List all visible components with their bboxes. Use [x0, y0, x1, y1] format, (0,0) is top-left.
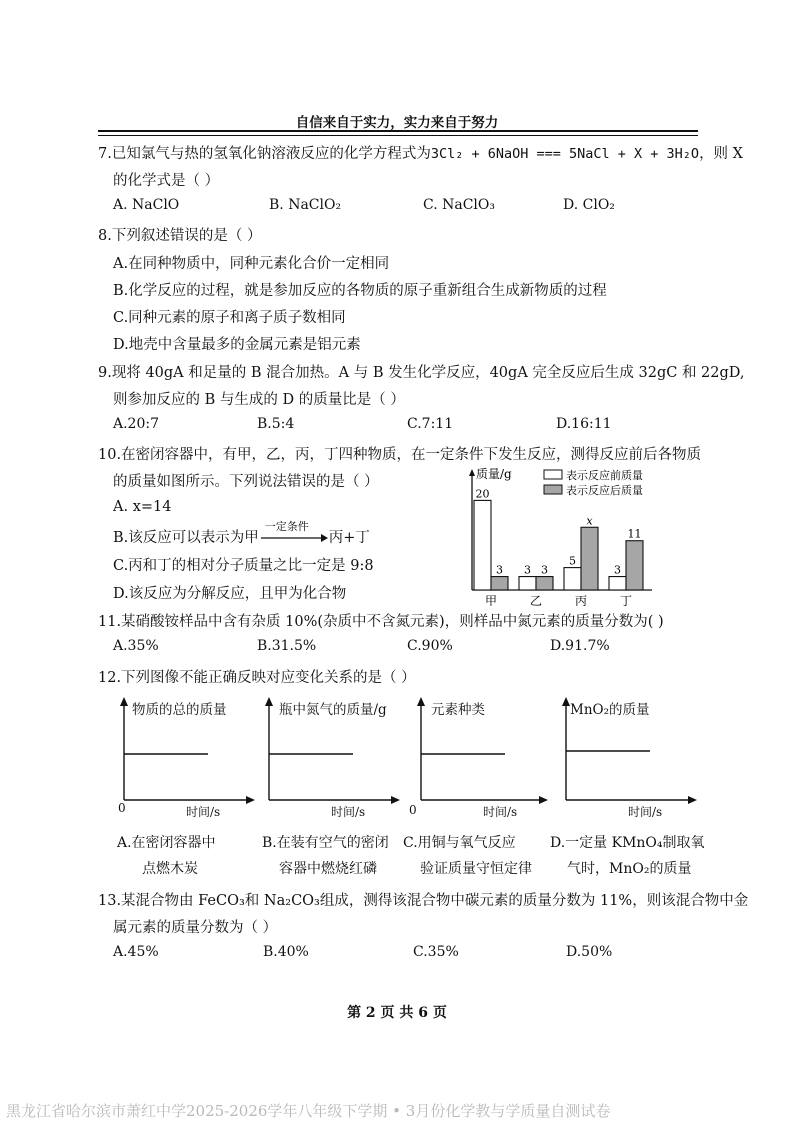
chart-bar-甲-before: [474, 500, 491, 590]
q7-equation: 3Cl₂ + 6NaOH === 5NaCl + X + 3H₂O: [430, 146, 700, 162]
q10-line1: 10.在密闭容器中，有甲，乙，丙，丁四种物质，在一定条件下发生反应，测得反应前后各物质: [98, 447, 702, 463]
reaction-condition: 一定条件: [264, 520, 309, 533]
q10-option-b: [113, 520, 370, 547]
q12-graph-d-ylabel: MnO₂的质量: [570, 702, 650, 718]
q8-option-b: B.化学反应的过程，就是参加反应的各物质的原子重新组合生成新物质的过程: [113, 283, 607, 299]
q12-caption-a2: 点燃木炭: [142, 861, 198, 877]
q12-caption-d1: D.一定量 KMnO₄制取氧: [550, 835, 705, 851]
q10-bar-chart: [462, 466, 702, 606]
q12-caption-d2: 气时，MnO₂的质量: [567, 861, 692, 877]
header-motto: 自信来自于实力，实力来自于努力: [295, 115, 499, 131]
chart-bar-乙-before: [519, 577, 536, 590]
q12-graph-b: [255, 696, 415, 821]
chart-data-label-丁-before: 3: [614, 563, 621, 577]
reaction-arrow: [259, 520, 329, 545]
chart-category-丁: 丁: [619, 594, 633, 606]
q12-graph-b-xlabel: 时间/s: [331, 805, 366, 819]
q12-graph-c-origin: 0: [409, 803, 417, 817]
q12-graph-a-origin: 0: [118, 801, 126, 815]
chart-legend-swatch-1: [544, 485, 562, 494]
q8-stem: 8.下列叙述错误的是（ ）: [98, 228, 262, 244]
chart-bar-丙-after: [581, 527, 598, 590]
q9-line1: 9.现将 40gA 和足量的 B 混合加热。A 与 B 发生化学反应，40gA 完全反应后生成 32gC 和 22gD,: [98, 365, 745, 381]
chart-category-乙: 乙: [529, 594, 543, 606]
q12-caption-b2: 容器中燃烧红磷: [279, 861, 377, 877]
chart-category-甲: 甲: [484, 594, 498, 606]
arrow-icon: [259, 531, 329, 545]
q9-option-b: B.5:4: [257, 416, 295, 432]
q13-option-d: D.50%: [566, 944, 613, 960]
q7-stem-a: 7.已知氯气与热的氢氧化钠溶液反应的化学方程式为: [98, 146, 431, 162]
q8-option-d: D.地壳中含量最多的金属元素是铝元素: [113, 337, 361, 353]
chart-data-label-乙-before: 3: [524, 563, 531, 577]
q12-stem: 12.下列图像不能正确反映对应变化关系的是（ ）: [98, 670, 416, 686]
watermark-text: 黑龙江省哈尔滨市萧红中学2025-2026学年八年级下学期 • 3月份化学教与学质量自测试卷: [6, 1102, 611, 1120]
q7-line1: [98, 142, 743, 163]
q12-graph-c: [407, 696, 557, 821]
chart-data-label-丙-before: 5: [569, 554, 576, 568]
q7-stem-b: ，则 X: [699, 146, 743, 162]
header-rule-thin: [98, 135, 698, 136]
q10-option-b-text-b: 丙+丁: [328, 530, 370, 546]
q11-option-c: C.90%: [407, 638, 453, 654]
q11-option-b: B.31.5%: [257, 638, 317, 654]
q12-graph-a-xlabel: 时间/s: [186, 805, 221, 819]
chart-data-label-乙-after: 3: [541, 563, 548, 577]
q12-caption-c2: 验证质量守恒定律: [420, 861, 532, 877]
q12-graph-d-xlabel: 时间/s: [628, 805, 663, 819]
q10-option-d: D.该反应为分解反应，且甲为化合物: [113, 586, 347, 602]
q12-caption-b1: B.在装有空气的密闭: [262, 835, 389, 851]
q13-option-a: A.45%: [113, 944, 159, 960]
header-rule-thick: [98, 130, 698, 132]
q12-graph-b-ylabel: 瓶中氮气的质量/g: [279, 702, 387, 718]
q9-option-d: D.16:11: [556, 416, 612, 432]
q12-graph-c-xlabel: 时间/s: [483, 805, 518, 819]
q13-option-c: C.35%: [413, 944, 459, 960]
q13-line2: 属元素的质量分数为（ ）: [113, 920, 278, 936]
q12-graph-c-ylabel: 元素种类: [431, 702, 485, 718]
q9-line2: 则参加反应的 B 与生成的 D 的质量比是（ ）: [113, 392, 405, 408]
q13-option-b: B.40%: [263, 944, 309, 960]
q8-option-c: C.同种元素的原子和离子质子数相同: [113, 310, 346, 326]
q7-option-b: B. NaClO₂: [269, 197, 342, 213]
chart-ylabel: 质量/g: [476, 467, 512, 481]
q10-option-c: C.丙和丁的相对分子质量之比一定是 9:8: [113, 558, 374, 574]
q9-option-c: C.7:11: [407, 416, 454, 432]
q12-caption-a1: A.在密闭容器中: [117, 835, 216, 851]
chart-legend-label-0: 表示反应前质量: [566, 469, 643, 482]
chart-data-label-丁-after: 11: [627, 527, 642, 541]
q11-stem: 11.某硝酸铵样品中含有杂质 10%(杂质中不含氮元素)，则样品中氮元素的质量分数为( ): [98, 614, 664, 630]
chart-data-label-甲-after: 3: [496, 563, 503, 577]
q10-option-b-text-a: B.该反应可以表示为甲: [113, 530, 259, 546]
q10-option-a: A. x=14: [113, 499, 172, 515]
chart-legend-swatch-0: [544, 470, 562, 479]
chart-bar-丁-before: [609, 577, 626, 590]
q11-option-a: A.35%: [113, 638, 159, 654]
q7-option-a: A. NaClO: [113, 197, 180, 213]
chart-y-axis-arrow: [469, 469, 475, 476]
chart-data-label-丙-after: x: [586, 514, 593, 528]
q12-graph-a: [108, 696, 258, 821]
q13-line1: 13.某混合物由 FeCO₃和 Na₂CO₃组成，测得该混合物中碳元素的质量分数为 11%，则该混合物中金: [98, 893, 749, 909]
chart-bar-乙-after: [536, 577, 553, 590]
q10-line2: 的质量如图所示。下列说法错误的是（ ）: [113, 474, 379, 490]
q11-option-d: D.91.7%: [550, 638, 610, 654]
chart-category-丙: 丙: [574, 594, 588, 606]
chart-bar-甲-after: [491, 577, 508, 590]
q7-option-d: D. ClO₂: [563, 197, 615, 213]
q12-graph-a-ylabel: 物质的总的质量: [132, 702, 227, 718]
page-number: 第 2 页 共 6 页: [347, 1005, 447, 1021]
q7-line2: 的化学式是（ ）: [113, 173, 220, 189]
q8-option-a: A.在同种物质中，同种元素化合价一定相同: [113, 256, 390, 272]
chart-bar-丙-before: [564, 568, 581, 590]
q12-graph-d: [552, 696, 712, 821]
q9-option-a: A.20:7: [113, 416, 159, 432]
chart-legend-label-1: 表示反应后质量: [566, 484, 643, 497]
chart-bar-丁-after: [626, 541, 643, 590]
q7-option-c: C. NaClO₃: [423, 197, 495, 213]
q12-caption-c1: C.用铜与氧气反应: [403, 835, 516, 851]
chart-data-label-甲-before: 20: [475, 487, 490, 501]
